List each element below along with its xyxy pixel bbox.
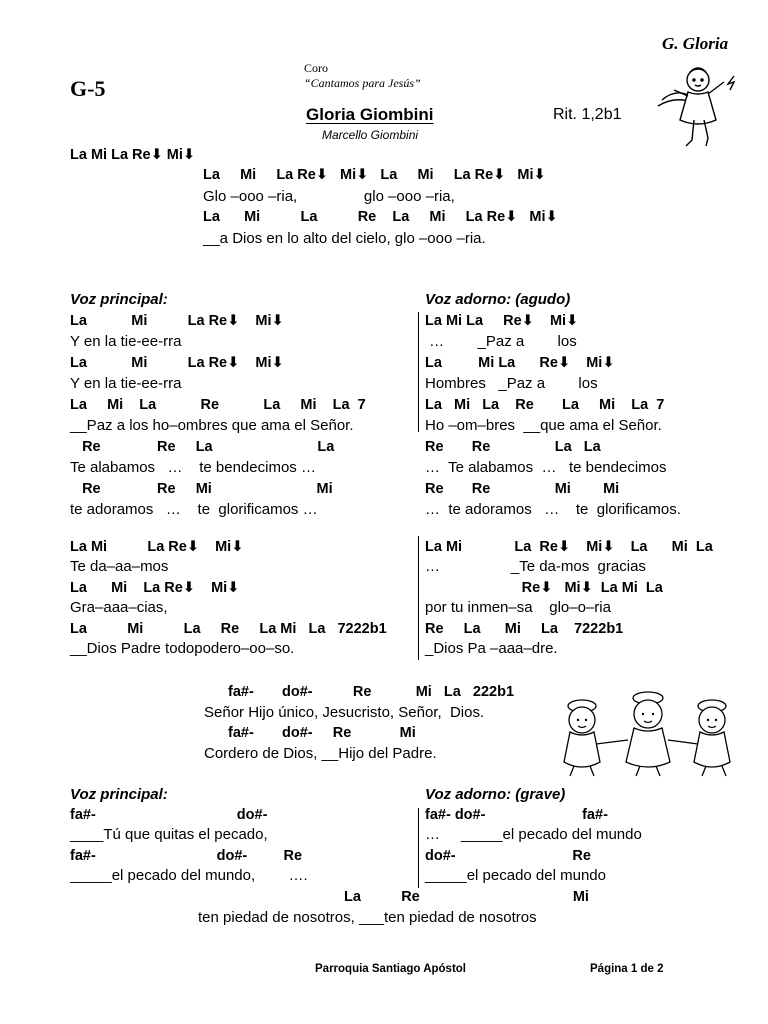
- footer-page: Página 1 de 2: [590, 963, 664, 975]
- chord-line: La Mi La Re⬇ Mi⬇: [70, 580, 240, 596]
- voice-heading-principal: Voz principal:: [70, 291, 168, 308]
- chord-line: La Mi La Re La Mi La 7: [425, 397, 665, 413]
- lyric-line: … te adoramos … te glorificamos.: [425, 501, 681, 518]
- chord-line: La Mi La Re⬇ Mi⬇: [70, 539, 244, 555]
- song-title: Gloria Giombini: [306, 105, 434, 124]
- chord-line: La Mi La Re⬇ Mi⬇: [70, 313, 284, 329]
- chord-line: La Mi La Re La Mi La 7222b1: [70, 621, 387, 637]
- lyric-line: Ho –om–bres __que ama el Señor.: [425, 417, 662, 434]
- chord-line: La Mi La Re⬇ Mi⬇: [425, 355, 615, 371]
- chord-line: Re⬇ Mi⬇ La Mi La: [425, 580, 663, 596]
- lyric-line: _Dios Pa –aaa–dre.: [425, 640, 558, 657]
- lyric-line: … _Te da-mos gracias: [425, 558, 646, 575]
- song-code: G-5: [70, 76, 106, 101]
- column-divider: [418, 808, 419, 888]
- voice-heading-adorno: Voz adorno: (agudo): [425, 291, 571, 308]
- chord-line: La Mi La Re⬇ Mi⬇: [70, 355, 284, 371]
- chord-line: La Mi La Re⬇ Mi⬇: [425, 313, 579, 329]
- coro-header: [298, 46, 421, 91]
- lyric-line: __a Dios en lo alto del cielo, glo –ooo –ria.: [203, 230, 486, 247]
- chord-line: do#- Re: [425, 848, 591, 864]
- chord-line: La Mi La Re⬇ Mi⬇ La Mi La: [425, 539, 713, 555]
- voice-heading-adorno: Voz adorno: (grave): [425, 786, 566, 803]
- song-rhythm: Rit. 1,2b1: [553, 106, 622, 123]
- chord-line: Re Re La La: [70, 439, 335, 455]
- lyric-line: ____Tú que quitas el pecado,: [70, 826, 268, 843]
- lyric-line: Cordero de Dios, __Hijo del Padre.: [204, 745, 437, 762]
- chord-line: Re Re Mi Mi: [425, 481, 620, 497]
- lyric-line: … Te alabamos … te bendecimos: [425, 459, 667, 476]
- lyric-line: Y en la tie-ee-rra: [70, 375, 182, 392]
- lyric-line: por tu inmen–sa glo–o–ria: [425, 599, 611, 616]
- angels-illustration: [548, 684, 748, 780]
- chord-line: La Mi La Re La Mi La Re⬇ Mi⬇: [203, 209, 558, 225]
- lyric-line: Glo –ooo –ria, glo –ooo –ria,: [203, 188, 455, 205]
- angel-illustration: [652, 56, 744, 152]
- coro-prefix: Coro: [304, 61, 328, 75]
- voice-heading-principal: Voz principal:: [70, 786, 168, 803]
- chord-line: Re Re Mi Mi: [70, 481, 333, 497]
- chord-line: fa#- do#- fa#-: [425, 807, 608, 823]
- intro-chord-line: La Mi La Re⬇ Mi⬇: [70, 147, 196, 163]
- chord-line: Re La Mi La 7222b1: [425, 621, 624, 637]
- lyric-line: Te alabamos … te bendecimos …: [70, 459, 316, 476]
- chord-line: fa#- do#-: [70, 807, 268, 823]
- lyric-line: … _Paz a los: [425, 333, 577, 350]
- lyric-line: Gra–aaa–cias,: [70, 599, 168, 616]
- lyric-line: Te da–aa–mos: [70, 558, 169, 575]
- chord-line: Re Re La La: [425, 439, 601, 455]
- chord-line: La Re Mi: [344, 889, 589, 905]
- lyric-line: __Paz a los ho–ombres que ama el Señor.: [70, 417, 354, 434]
- lyric-line: Señor Hijo único, Jesucristo, Señor, Dios.: [204, 704, 485, 721]
- chord-line: La Mi La Re⬇ Mi⬇ La Mi La Re⬇ Mi⬇: [203, 167, 546, 183]
- lyric-line: … _____el pecado del mundo: [425, 826, 642, 843]
- column-divider: [418, 536, 419, 660]
- lyric-line: __Dios Padre todopodero–oo–so.: [70, 640, 295, 657]
- section-label: G. Gloria: [662, 34, 729, 53]
- lyric-line: te adoramos … te glorificamos …: [70, 501, 318, 518]
- lyric-line: ten piedad de nosotros, ___ten piedad de nosotros: [198, 909, 537, 926]
- footer-parish: Parroquia Santiago Apóstol: [315, 963, 467, 975]
- coro-title: “Cantamos para Jesús”: [304, 76, 421, 90]
- chord-line: fa#- do#- Re Mi: [228, 725, 416, 741]
- lyric-line: _____el pecado del mundo, ….: [70, 867, 308, 884]
- column-divider: [418, 312, 419, 432]
- chord-line: La Mi La Re La Mi La 7: [70, 397, 366, 413]
- chord-line: fa#- do#- Re Mi La 222b1: [228, 684, 515, 700]
- lyric-line: _____el pecado del mundo: [425, 867, 606, 884]
- song-author: Marcello Giombini: [322, 128, 419, 142]
- chord-line: fa#- do#- Re: [70, 848, 303, 864]
- lyric-line: Hombres _Paz a los: [425, 375, 598, 392]
- lyric-line: Y en la tie-ee-rra: [70, 333, 182, 350]
